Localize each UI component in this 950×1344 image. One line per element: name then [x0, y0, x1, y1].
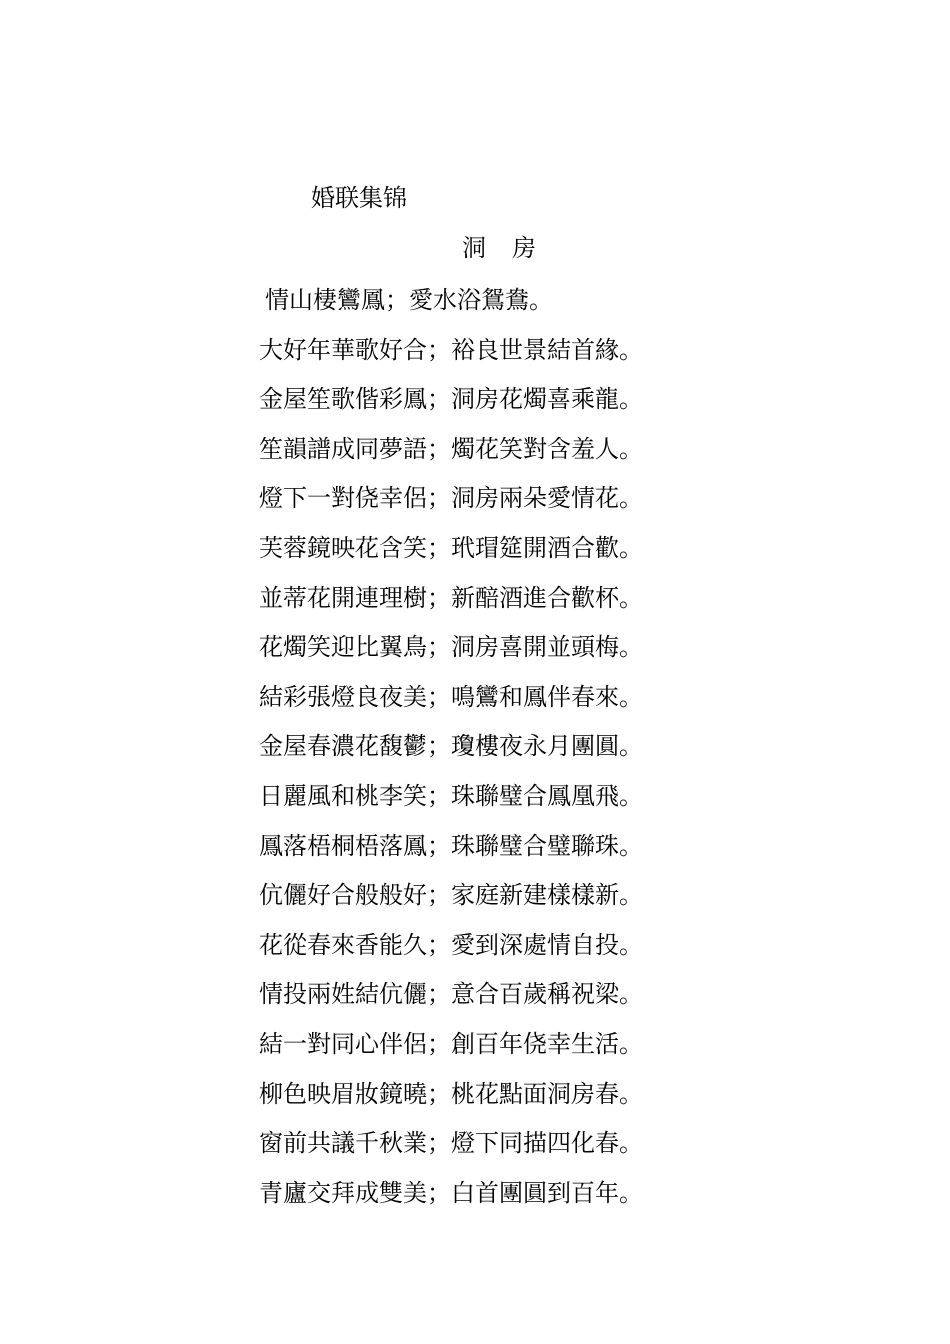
couplet-line: 金屋春濃花馥鬱；瓊樓夜永月團圓。	[259, 732, 643, 761]
couplet-line: 大好年華歌好合；裕良世景結首緣。	[259, 335, 643, 364]
couplet-line: 結一對同心伴侶；創百年侥幸生活。	[259, 1029, 643, 1058]
couplet-line: 青廬交拜成雙美；白首團圓到百年。	[259, 1178, 643, 1207]
couplet-line: 花從春來香能久；愛到深處情自投。	[259, 930, 643, 959]
couplet-line: 結彩張燈良夜美；鳴鸞和鳳伴春來。	[259, 682, 643, 711]
couplet-line: 鳳落梧桐梧落鳳；珠聯璧合璧聯珠。	[259, 831, 643, 860]
couplet-line: 並蒂花開連理樹；新醅酒進合歡杯。	[259, 583, 643, 612]
couplet-line: 芙蓉鏡映花含笑；玳瑁筵開酒合歡。	[259, 533, 643, 562]
couplet-line: 笙韻譜成同夢語；燭花笑對含羞人。	[259, 434, 643, 463]
document-title: 婚联集锦	[311, 184, 407, 212]
couplet-line: 金屋笙歌偕彩鳳；洞房花燭喜乘龍。	[259, 385, 643, 414]
couplet-line: 伉儷好合般般好；家庭新建樣樣新。	[259, 881, 643, 910]
couplet-line: 情山棲鸞鳳；愛水浴鴛鴦。	[265, 286, 553, 314]
section-heading: 洞房	[462, 234, 562, 262]
couplet-line: 情投兩姓結伉儷；意合百歲稱祝梁。	[259, 980, 643, 1009]
couplet-list	[259, 282, 643, 1224]
couplet-line: 日麗風和桃李笑；珠聯璧合鳳凰飛。	[259, 781, 643, 810]
couplet-line: 花燭笑迎比翼鳥；洞房喜開並頭梅。	[259, 633, 643, 662]
couplet-line: 窗前共議千秋業；燈下同描四化春。	[259, 1129, 643, 1158]
couplet-line: 燈下一對侥幸侶；洞房兩朵愛情花。	[259, 484, 643, 513]
couplet-line: 柳色映眉妝鏡曉；桃花點面洞房春。	[259, 1079, 643, 1108]
